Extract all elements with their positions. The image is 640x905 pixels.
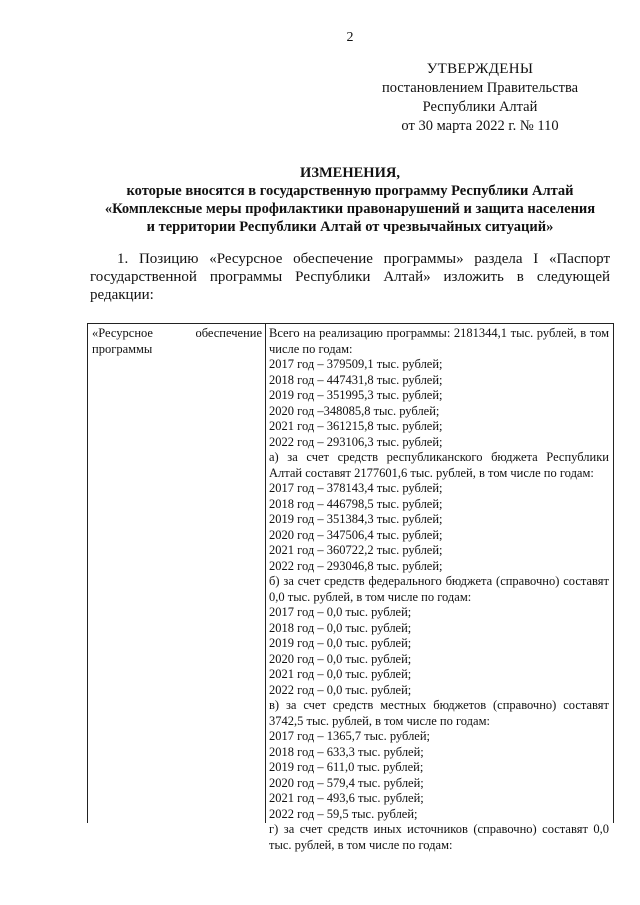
year-line: 2019 год – 0,0 тыс. рублей;	[269, 636, 412, 650]
position-label-word-1: «Ресурсное	[92, 326, 153, 340]
year-line: 2022 год – 0,0 тыс. рублей;	[269, 682, 412, 697]
total-years-list	[269, 357, 609, 450]
total-funding-text: Всего на реализацию программы: 2181344,1 тыс. рублей, в том числе по годам:	[269, 326, 609, 356]
title-line-4: и территории Республики Алтай от чрезвычайных ситуаций»	[146, 219, 554, 235]
year-line: 2017 год – 378143,4 тыс. рублей;	[269, 481, 443, 495]
year-line: 2019 год – 611,0 тыс. рублей;	[269, 760, 424, 774]
document-title	[80, 164, 620, 236]
local-budget-text: в) за счет средств местных бюджетов (справочно) составят 3742,5 тыс. рублей, в том числе по годам:	[269, 698, 609, 728]
year-line: 2018 год – 0,0 тыс. рублей;	[269, 620, 412, 635]
year-line: 2022 год – 293106,3 тыс. рублей;	[269, 434, 443, 449]
page-number: 2	[346, 30, 354, 45]
title-line-2: которые вносятся в государственную программу Республики Алтай	[126, 183, 574, 199]
year-line: 2017 год – 0,0 тыс. рублей;	[269, 605, 412, 619]
republic-budget-text: а) за счет средств республиканского бюджета Республики Алтай составят 2177601,6 тыс. рублей, в том числе по годам:	[269, 450, 609, 480]
approval-line-1: постановлением Правительства	[381, 80, 579, 96]
approval-line-2: Республики Алтай	[422, 99, 538, 115]
position-label-word-2: обеспечение	[195, 326, 262, 340]
title-line-3: «Комплексные меры профилактики правонарушений и защита населения	[104, 201, 596, 217]
year-line: 2021 год – 361215,8 тыс. рублей;	[269, 419, 443, 433]
year-line: 2020 год –348085,8 тыс. рублей;	[269, 403, 440, 418]
column-divider	[265, 324, 266, 823]
year-line: 2021 год – 360722,2 тыс. рублей;	[269, 543, 443, 557]
year-line: 2020 год – 347506,4 тыс. рублей;	[269, 527, 443, 542]
year-line: 2021 год – 493,6 тыс. рублей;	[269, 791, 424, 805]
year-line: 2022 год – 293046,8 тыс. рублей;	[269, 558, 443, 573]
approval-heading: УТВЕРЖДЕНЫ	[426, 61, 534, 77]
intro-paragraph: 1. Позицию «Ресурсное обеспечение программы» раздела I «Паспорт государственной программы Республики Алтай» изложить в следующей редакции:	[90, 251, 610, 303]
approval-line-3: от 30 марта 2022 г. № 110	[401, 118, 559, 134]
republic-budget-years-list	[269, 481, 609, 574]
year-line: 2018 год – 633,3 тыс. рублей;	[269, 744, 424, 759]
local-budget-years-list	[269, 729, 609, 822]
year-line: 2018 год – 446798,5 тыс. рублей;	[269, 496, 443, 511]
approval-block	[360, 60, 600, 136]
year-line: 2022 год – 59,5 тыс. рублей;	[269, 806, 418, 821]
position-label-word-3: программы	[92, 341, 153, 356]
year-line: 2020 год – 0,0 тыс. рублей;	[269, 651, 412, 666]
other-sources-text: г) за счет средств иных источников (справочно) составят 0,0 тыс. рублей, в том числе по годам:	[269, 822, 609, 852]
year-line: 2017 год – 1365,7 тыс. рублей;	[269, 729, 431, 743]
year-line: 2018 год – 447431,8 тыс. рублей;	[269, 372, 443, 387]
year-line: 2019 год – 351995,3 тыс. рублей;	[269, 388, 443, 402]
federal-budget-text: б) за счет средств федерального бюджета (справочно) составят 0,0 тыс. рублей, в том числе по годам:	[269, 574, 609, 604]
year-line: 2019 год – 351384,3 тыс. рублей;	[269, 512, 443, 526]
funding-details-cell	[269, 326, 609, 853]
federal-budget-years-list	[269, 605, 609, 698]
year-line: 2020 год – 579,4 тыс. рублей;	[269, 775, 424, 790]
year-line: 2021 год – 0,0 тыс. рублей;	[269, 667, 412, 681]
resource-table	[87, 323, 614, 852]
position-label-cell	[92, 326, 262, 357]
year-line: 2017 год – 379509,1 тыс. рублей;	[269, 357, 443, 371]
title-line-1: ИЗМЕНЕНИЯ,	[300, 165, 400, 181]
